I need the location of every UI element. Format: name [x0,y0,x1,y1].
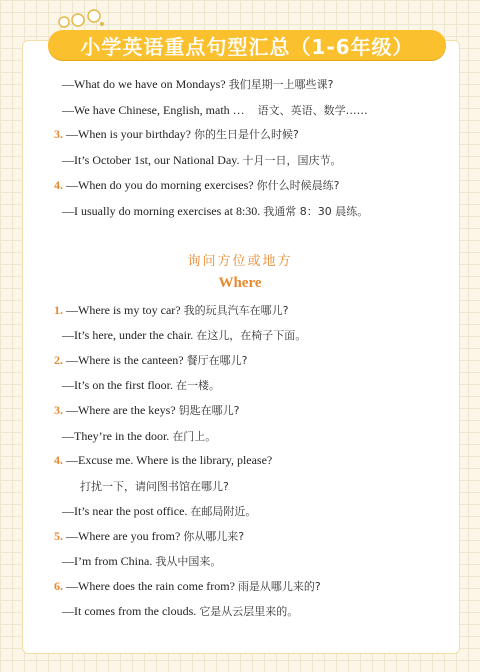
chinese-text: 你从哪儿来? [183,530,245,543]
cloud-decoration-icon [54,6,110,32]
item-number: 6. [54,579,63,593]
sentence-line [54,402,239,418]
section-heading-english: Where [218,275,262,291]
english-text: —Where does the rain come from? [66,579,235,593]
english-text: —It’s on the first floor. [62,378,173,392]
sentence-line [54,126,299,142]
english-text: —It’s here, under the chair. [62,328,194,342]
item-number: 1. [54,303,63,317]
english-text: —I usually do morning exercises at 8:30. [62,204,261,218]
sentence-line [62,503,256,519]
english-text: —Where is my toy car? [66,303,181,317]
chinese-text: 在这儿，在椅子下面。 [196,329,307,342]
sentence-line [62,377,220,393]
sentence-line [54,302,288,318]
chinese-text: 语文、英语、数学…… [257,104,368,117]
chinese-text: 打扰一下，请问图书馆在哪儿? [80,480,229,493]
sentence-line [54,528,244,544]
english-text: —It’s near the post office. [62,504,188,518]
english-text: —When do you do morning exercises? [66,178,254,192]
item-number: 5. [54,529,63,543]
sentence-line [62,76,333,92]
chinese-text: 你什么时候晨练? [256,179,340,192]
sentence-line [54,177,339,193]
english-text: —They’re in the door. [62,429,170,443]
sentence-line [54,578,321,594]
sentence-line [62,428,216,444]
item-number: 2. [54,353,63,367]
english-text: —What do we have on Mondays? [62,77,226,91]
chinese-text: 我从中国来。 [155,555,222,568]
sentence-line [62,603,298,619]
chinese-text: 钥匙在哪儿? [178,404,240,417]
english-text: —It’s October 1st, our National Day. [62,153,240,167]
sentence-line [54,453,272,468]
chinese-text: 我通常 8：30 晨练。 [263,205,369,218]
chinese-text: 你的生日是什么时候? [193,128,299,141]
sentence-line [54,352,247,368]
page-title: 小学英语重点句型汇总（1-6年级） [80,34,414,59]
chinese-text: 它是从云层里来的。 [199,605,299,618]
chinese-text: 餐厅在哪儿? [186,354,248,367]
sentence-line [62,553,221,569]
english-text: —Where are the keys? [66,403,176,417]
english-text: —Excuse me. Where is the library, please? [66,453,273,467]
chinese-text: 在一楼。 [176,379,220,392]
item-number: 4. [54,178,63,192]
item-number: 4. [54,453,63,467]
sentence-line [62,327,306,343]
sentence-line [62,152,342,168]
chinese-text: 雨是从哪儿来的? [237,580,321,593]
title-banner [48,30,446,60]
english-text: —We have Chinese, English, math … [62,103,245,117]
item-number: 3. [54,403,63,417]
english-text: —It comes from the clouds. [62,604,197,618]
english-text: —When is your birthday? [66,127,191,141]
chinese-text: 十月一日，国庆节。 [242,154,342,167]
sentence-line [80,478,229,494]
sentence-line [62,203,368,219]
sentence-line [62,102,368,118]
chinese-text: 我的玩具汽车在哪儿? [183,304,289,317]
item-number: 3. [54,127,63,141]
section-heading-chinese: 询问方位或地方 [187,254,293,269]
english-text: —I’m from China. [62,554,153,568]
chinese-text: 我们星期一上哪些课? [228,78,334,91]
english-text: —Where is the canteen? [66,353,184,367]
chinese-text: 在邮局附近。 [190,505,257,518]
english-text: —Where are you from? [66,529,181,543]
chinese-text: 在门上。 [172,430,217,443]
